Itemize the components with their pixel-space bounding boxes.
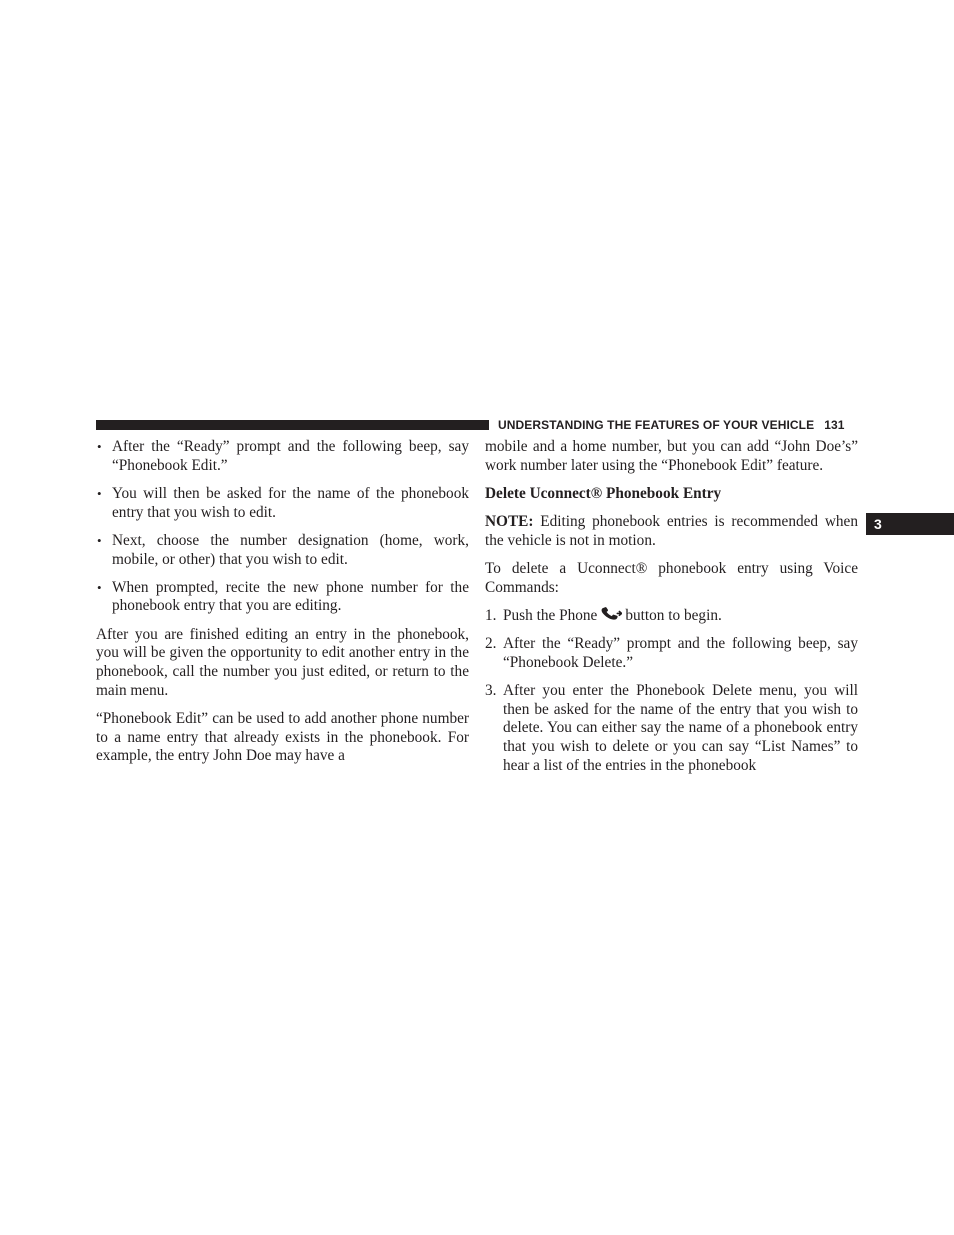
page-number: 131	[824, 418, 845, 432]
intro-paragraph: To delete a Uconnect® phonebook entry using Voice Commands:	[485, 560, 858, 596]
continued-paragraph: mobile and a home number, but you can add “John Doe’s” work number later using the “Phonebook Edit” feature.	[485, 438, 858, 474]
step-item	[485, 682, 858, 776]
bullet-dot-icon: •	[97, 439, 102, 454]
chapter-tab	[866, 513, 954, 535]
bullet-item	[96, 485, 469, 522]
bullet-text: When prompted, recite the new phone number for the phonebook entry that you are editing.	[112, 578, 469, 615]
section-title: UNDERSTANDING THE FEATURES OF YOUR VEHICLE	[498, 418, 815, 432]
bullet-item	[96, 579, 469, 616]
bullet-item	[96, 438, 469, 475]
step-item	[485, 607, 858, 626]
body-paragraph: After you are finished editing an entry in the phonebook, you will be given the opportunity to edit another entry in the phonebook, call the number you just edited, or return to the main menu.	[96, 625, 469, 699]
note-paragraph	[485, 513, 858, 550]
step-item	[485, 635, 858, 672]
note-label: NOTE:	[485, 513, 534, 531]
bullet-text: After the “Ready” prompt and the following beep, say “Phonebook Edit.”	[112, 438, 469, 474]
bullet-dot-icon: •	[97, 532, 102, 548]
note-text: Editing phonebook entries is recommended when the vehicle is not in motion.	[485, 513, 858, 549]
step-number: 3.	[485, 682, 497, 700]
right-column	[485, 438, 858, 785]
step-text: After the “Ready” prompt and the following beep, say “Phonebook Delete.”	[503, 635, 858, 671]
bullet-text: Next, choose the number designation (home, work, mobile, or other) that you wish to edit.	[112, 531, 469, 568]
running-header	[498, 417, 858, 433]
section-heading: Delete Uconnect® Phonebook Entry	[485, 484, 722, 502]
step-number: 2.	[485, 635, 497, 653]
header-rule	[96, 420, 489, 430]
bullet-item	[96, 532, 469, 569]
step-number: 1.	[485, 606, 497, 624]
step-text-after-icon: button to begin.	[625, 606, 722, 624]
step-text-before-icon: Push the Phone	[503, 606, 598, 624]
left-column	[96, 438, 469, 776]
body-paragraph: “Phonebook Edit” can be used to add another phone number to a name entry that already exists in the phonebook. For example, the entry John Doe may have a	[96, 709, 469, 765]
chapter-number: 3	[874, 516, 882, 532]
step-text: After you enter the Phonebook Delete menu, you will then be asked for the name of the entry that you wish to delete. You can either say the name of a phonebook entry that you wish to delete or you can say “List Names” to hear a list of the entries in the phonebook	[503, 682, 858, 774]
bullet-dot-icon: •	[97, 579, 102, 595]
phone-icon	[600, 607, 622, 621]
bullet-text: You will then be asked for the name of the phonebook entry that you wish to edit.	[112, 484, 469, 521]
bullet-dot-icon: •	[97, 485, 102, 501]
